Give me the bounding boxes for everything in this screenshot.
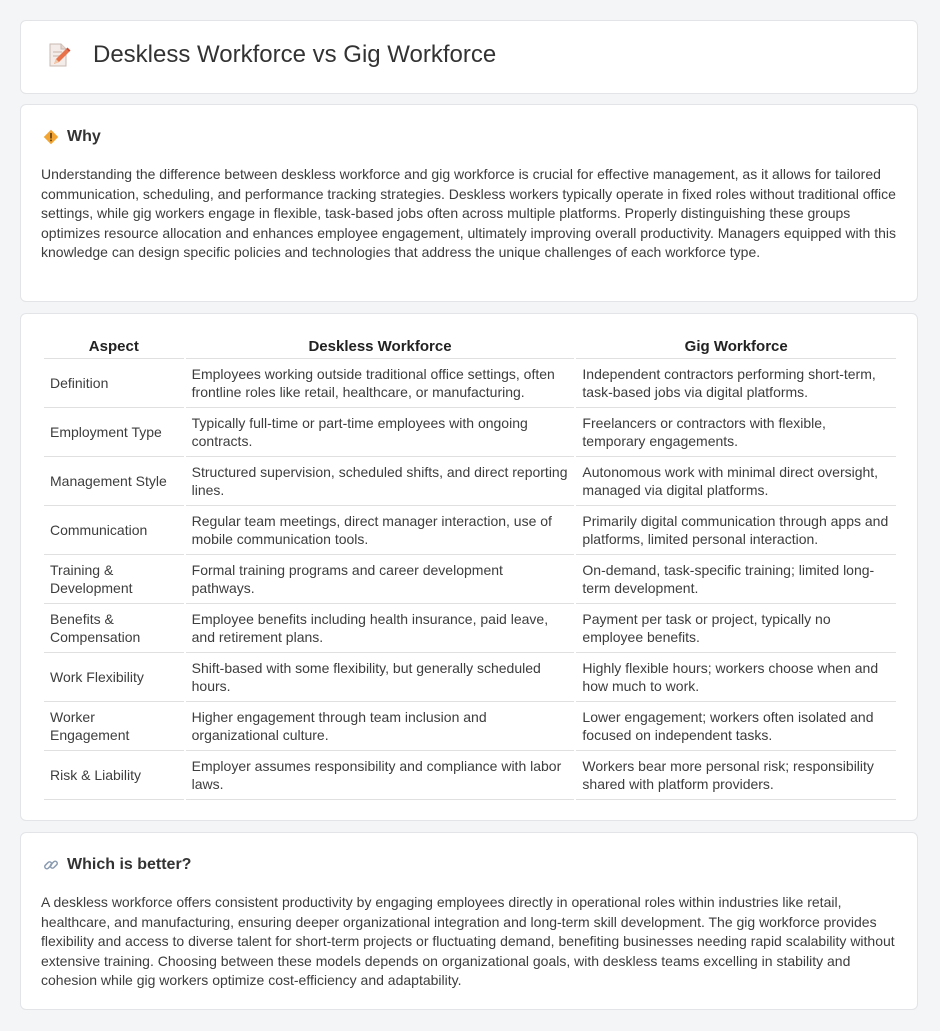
column-header-deskless: Deskless Workforce (186, 336, 575, 359)
gig-cell: Independent contractors performing short-term, task-based jobs via digital platforms. (576, 359, 896, 408)
table-row (44, 751, 896, 800)
deskless-cell: Employee benefits including health insurance, paid leave, and retirement plans. (186, 604, 575, 653)
comparison-card (20, 313, 918, 821)
aspect-cell: Worker Engagement (44, 702, 184, 751)
aspect-cell: Communication (44, 506, 184, 555)
table-row (44, 555, 896, 604)
gig-cell: Freelancers or contractors with flexible, temporary engagements. (576, 408, 896, 457)
why-header (43, 128, 101, 146)
gig-cell: Payment per task or project, typically no employee benefits. (576, 604, 896, 653)
comparison-table (42, 336, 898, 800)
gig-cell: Primarily digital communication through apps and platforms, limited personal interaction. (576, 506, 896, 555)
gig-cell: Workers bear more personal risk; responsibility shared with platform providers. (576, 751, 896, 800)
deskless-cell: Higher engagement through team inclusion and organizational culture. (186, 702, 575, 751)
table-row (44, 653, 896, 702)
deskless-cell: Typically full-time or part-time employees with ongoing contracts. (186, 408, 575, 457)
table-header-row (44, 336, 896, 359)
deskless-cell: Regular team meetings, direct manager interaction, use of mobile communication tools. (186, 506, 575, 555)
table-row (44, 408, 896, 457)
aspect-cell: Definition (44, 359, 184, 408)
deskless-cell: Shift-based with some flexibility, but generally scheduled hours. (186, 653, 575, 702)
aspect-cell: Employment Type (44, 408, 184, 457)
better-title: Which is better? (67, 856, 192, 873)
page-title: Deskless Workforce vs Gig Workforce (93, 41, 497, 68)
table-row (44, 506, 896, 555)
deskless-cell: Employees working outside traditional office settings, often frontline roles like retail, healthcare, or manufacturing. (186, 359, 575, 408)
table-row (44, 457, 896, 506)
warning-sign-icon (43, 129, 59, 145)
deskless-cell: Employer assumes responsibility and compliance with labor laws. (186, 751, 575, 800)
aspect-cell: Management Style (44, 457, 184, 506)
better-paragraph: A deskless workforce offers consistent productivity by engaging employees directly in operational roles within industries like retail, healthcare, and manufacturing, ensuring deeper organizational integration and long-term skill development. The gig workforce provides flexibility and access to diverse talent for short-term projects or fluctuating demand, benefiting businesses needing rapid scalability without extensive training. Choosing between these models depends on organizational goals, with deskless teams excelling in stability and cohesion while gig workers optimize cost-efficiency and adaptability. (41, 894, 895, 988)
link-icon (43, 857, 59, 873)
gig-cell: Lower engagement; workers often isolated and focused on independent tasks. (576, 702, 896, 751)
document-pencil-icon (45, 42, 71, 68)
table-row (44, 359, 896, 408)
deskless-cell: Formal training programs and career development pathways. (186, 555, 575, 604)
aspect-cell: Work Flexibility (44, 653, 184, 702)
aspect-cell: Training & Development (44, 555, 184, 604)
aspect-cell: Benefits & Compensation (44, 604, 184, 653)
which-is-better-section (20, 832, 918, 1010)
why-paragraph: Understanding the difference between deskless workforce and gig workforce is crucial for effective management, as it allows for tailored communication, scheduling, and performance tracking strategies. Deskless workers typically operate in fixed roles without traditional office settings, while gig workers engage in flexible, task-based jobs often across multiple platforms. Properly distinguishing these groups optimizes resource allocation and enhances employee engagement, ultimately improving overall productivity. Managers equipped with this knowledge can design specific policies and technologies that address the unique challenges of each workforce type. (41, 166, 896, 260)
column-header-aspect: Aspect (44, 336, 184, 359)
why-title: Why (67, 128, 101, 145)
gig-cell: Autonomous work with minimal direct oversight, managed via digital platforms. (576, 457, 896, 506)
better-header (43, 856, 191, 874)
title-row (45, 41, 496, 69)
header-card (20, 20, 918, 94)
deskless-cell: Structured supervision, scheduled shifts, and direct reporting lines. (186, 457, 575, 506)
table-row (44, 604, 896, 653)
gig-cell: Highly flexible hours; workers choose when and how much to work. (576, 653, 896, 702)
table-row (44, 702, 896, 751)
column-header-gig: Gig Workforce (576, 336, 896, 359)
aspect-cell: Risk & Liability (44, 751, 184, 800)
gig-cell: On-demand, task-specific training; limited long-term development. (576, 555, 896, 604)
why-section (20, 104, 918, 302)
